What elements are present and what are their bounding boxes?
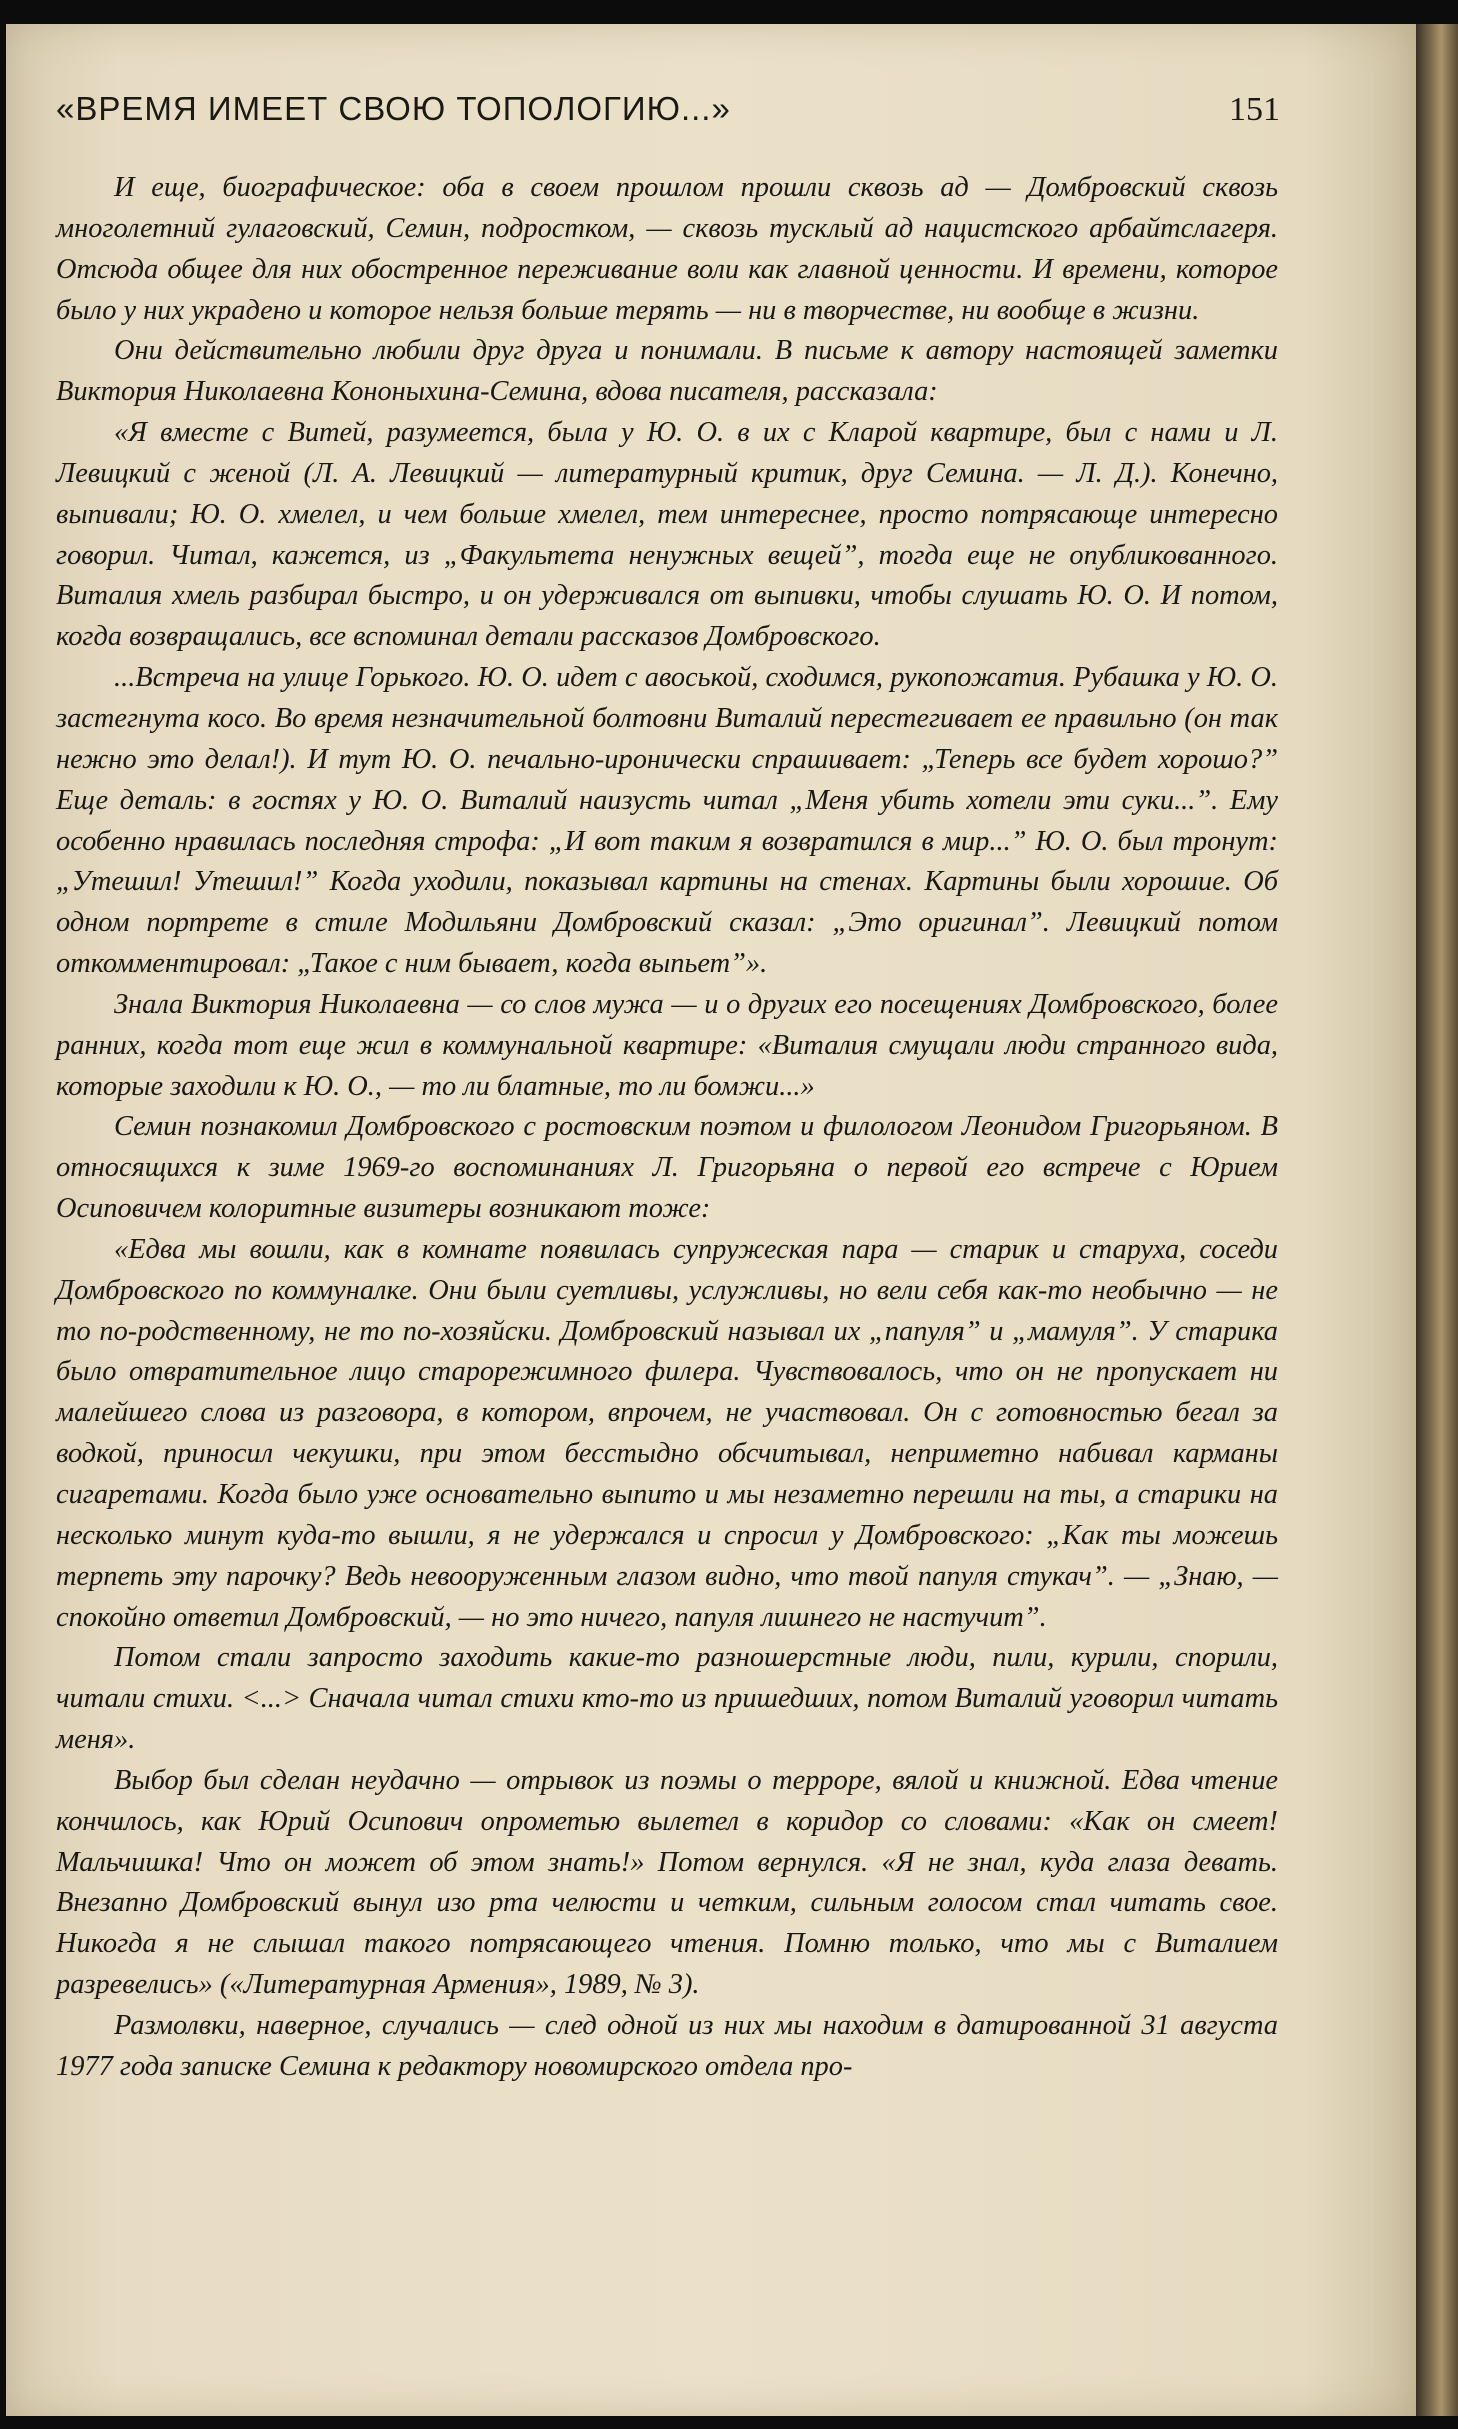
paragraph: Семин познакомил Домбровского с ростовским поэтом и филологом Леонидом Григорьяном. В относящихся к зиме 1969-го воспоминаниях Л. Григорьяна о первой его встрече с Юрием Осиповичем колоритные визитеры возникают тоже: bbox=[56, 1111, 1278, 1225]
paragraph: Потом стали запросто заходить какие-то разношерстные люди, пили, курили, спорили, читали стихи. <...> Сначала читал стихи кто-то из пришедших, потом Виталий уговорил читать меня». bbox=[56, 1642, 1278, 1756]
paragraph: Они действительно любили друг друга и понимали. В письме к автору настоящей заметки Виктория Николаевна Кононыхина-Семина, вдова писателя, рассказала: bbox=[56, 335, 1278, 408]
quote-paragraph: «Я вместе с Витей, разумеется, была у Ю. О. в их с Кларой квартире, был с нами и Л. Левицкий с женой (Л. А. Левицкий — литературный критик, друг Семина. — Л. Д.). Конечно, выпивали; Ю. О. хмелел, и чем больше хмелел, тем интереснее, просто потрясающе интересно говорил. Читал, кажется, из „Факультета ненужных вещей”, тогда еще не опубликованного. Виталия хмель разбирал быстро, и он удерживался от выпивки, чтобы слушать Ю. О. И потом, когда возвращались, все вспоминал детали рассказов Домбровского. bbox=[56, 417, 1278, 653]
paragraph: Размолвки, наверное, случались — след одной из них мы находим в датированной 31 августа 1977 года записке Семина к редактору новомирского отдела про- bbox=[56, 2009, 1278, 2082]
paragraph: Выбор был сделан неудачно — отрывок из поэмы о терроре, вялой и книжной. Едва чтение кончилось, как Юрий Осипович опрометью вылетел в коридор со словами: «Как он смеет! Мальчишка! Что он может об этом знать!» Потом вернулся. «Я не знал, куда глаза девать. Внезапно Домбровский вынул изо рта челюсти и четким, сильным голосом стал читать свое. Никогда я не слышал такого потрясающего чтения. Помню только, что мы с Виталием разревелись» («Литературная Армения», 1989, № 3). bbox=[56, 1764, 1278, 2001]
page-number: 151 bbox=[1229, 91, 1280, 128]
body-text bbox=[56, 168, 1278, 2088]
paragraph: Знала Виктория Николаевна — со слов мужа — и о других его посещениях Домбровского, более ранних, когда тот еще жил в коммунальной квартире: «Виталия смущали люди странного вида, которые заходили к Ю. О., — то ли блатные, то ли бомжи...» bbox=[56, 988, 1278, 1102]
paragraph: И еще, биографическое: оба в своем прошлом прошли сквозь ад — Домбровский сквозь многолетний гулаговский, Семин, подростком, — сквозь тусклый ад нацистского арбайтслагеря. Отсюда общее для них обостренное переживание воли как главной ценности. И времени, которое было у них украдено и которое нельзя больше терять — ни в творчестве, ни вообще в жизни. bbox=[56, 172, 1278, 326]
running-head: «ВРЕМЯ ИМЕЕТ СВОЮ ТОПОЛОГИЮ...» bbox=[56, 90, 731, 127]
book-spine-edge bbox=[1416, 24, 1458, 2416]
quote-paragraph: ...Встреча на улице Горького. Ю. О. идет с авоськой, сходимся, рукопожатия. Рубашка у Ю. О. застегнута косо. Во время незначительной болтовни Виталий перестегивает ее правильно (он так нежно это делал!). И тут Ю. О. печально-иронически спрашивает: „Теперь все будет хорошо?” Еще деталь: в гостях у Ю. О. Виталий наизусть читал „Меня убить хотели эти суки...”. Ему особенно нравилась последняя строфа: „И вот таким я возвратился в мир...” Ю. О. был тронут: „Утешил! Утешил!” Когда уходили, показывал картины на стенах. Картины были хорошие. Об одном портрете в стиле Модильяни Домбровский сказал: „Это оригинал”. Левицкий потом откомментировал: „Такое с ним бывает, когда выпьет”». bbox=[56, 662, 1278, 980]
page-header bbox=[56, 90, 1280, 129]
quote-paragraph: «Едва мы вошли, как в комнате появилась супружеская пара — старик и старуха, соседи Домбровского по коммуналке. Они были суетливы, услужливы, но вели себя как-то необычно — не то по-родственному, не то по-хозяйски. Домбровский называл их „папуля” и „мамуля”. У старика было отвратительное лицо старорежимного филера. Чувствовалось, что он не пропускает ни малейшего слова из разговора, в котором, впрочем, не участвовал. Он с готовностью бегал за водкой, приносил чекушки, при этом бесстыдно обсчитывал, неприметно набивал карманы сигаретами. Когда было уже основательно выпито и мы незаметно перешли на ты, а старики на несколько минут куда-то вышли, я не удержался и спросил у Домбровского: „Как ты можешь терпеть эту парочку? Ведь невооруженным глазом видно, что твой папуля стукач”. — „Знаю, — спокойно ответил Домбровский, — но это ничего, папуля лишнего не настучит”. bbox=[56, 1233, 1278, 1633]
